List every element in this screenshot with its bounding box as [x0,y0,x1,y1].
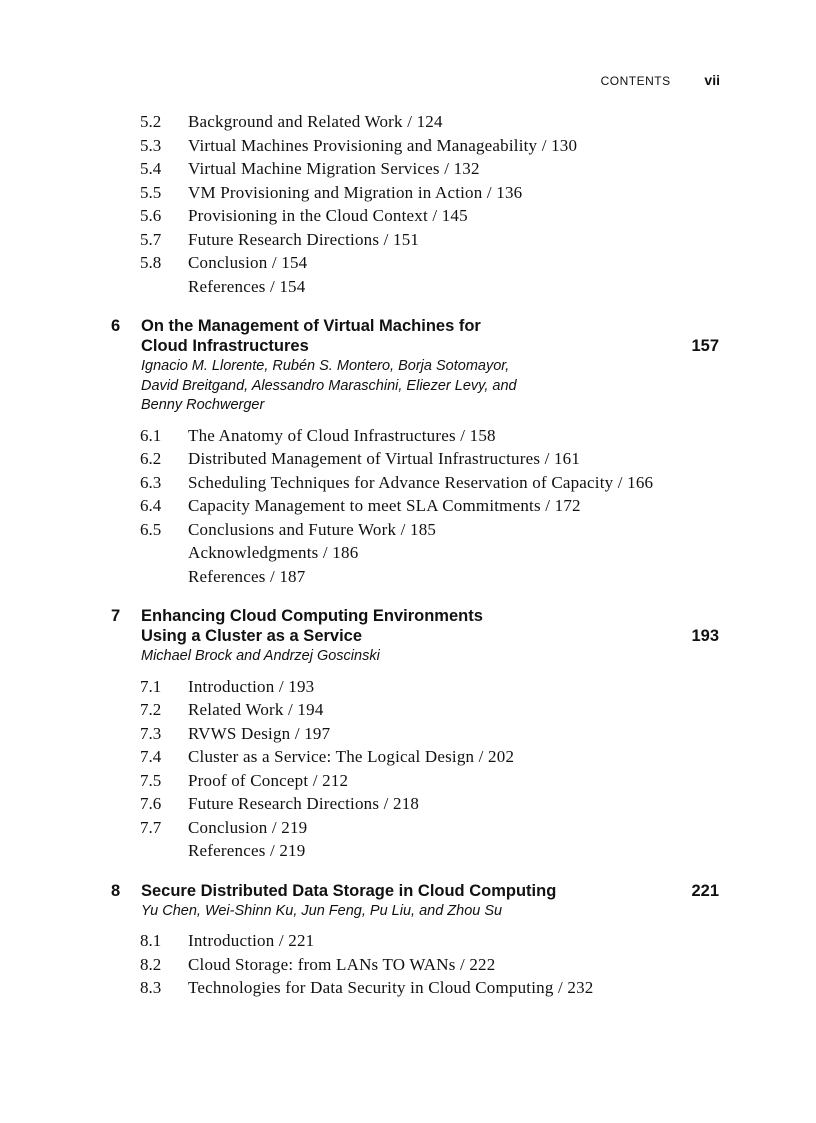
section-title: Provisioning in the Cloud Context / 145 [188,206,468,225]
toc-section-entry[interactable] [0,816,816,840]
section-number: 7.5 [140,770,162,790]
section-title: Virtual Machine Migration Services / 132 [188,159,480,178]
chapter-number: 7 [111,607,121,625]
section-number: 8.1 [140,931,162,950]
running-header [0,72,720,88]
chapter-authors [141,902,816,922]
toc-section-entry[interactable] [0,251,816,275]
toc-section-entry[interactable] [0,541,816,565]
section-title: References / 219 [188,841,306,860]
section-title: RVWS Design / 197 [188,723,331,743]
section-title: The Anatomy of Cloud Infrastructures / 158 [188,425,496,445]
chapter-title-line: Cloud Infrastructures [141,337,309,355]
section-number: 5.2 [140,112,162,131]
toc-section-entry[interactable] [0,110,816,134]
toc-section-entry[interactable] [0,228,816,252]
chapter-title-line: Enhancing Cloud Computing Environments [141,607,483,625]
author-line: David Breitgand, Alessandro Maraschini, Eliezer Levy, and [141,377,517,394]
toc-section-entry[interactable] [0,181,816,205]
section-title: Related Work / 194 [188,700,324,719]
section-number: 6.3 [140,472,162,492]
chapter-title-line: Using a Cluster as a Service [141,627,363,645]
section-number: 6.1 [140,425,162,445]
chapter-number: 8 [111,881,121,900]
section-title: VM Provisioning and Migration in Action / 136 [188,182,523,202]
toc-section-entry[interactable] [0,929,816,953]
author-line: Ignacio M. Llorente, Rubén S. Montero, Borja Sotomayor, [141,358,510,374]
chapter-authors [141,647,816,667]
author-line: Michael Brock and Andrzej Goscinski [141,648,380,664]
toc-section-entry[interactable] [0,792,816,816]
section-title: Introduction / 193 [188,676,315,696]
chapter-page-number: 193 [691,627,719,645]
toc-section-entry[interactable] [0,698,816,722]
chapter-5-sections [0,110,816,298]
author-line: Benny Rochwerger [141,397,265,413]
section-title: Conclusion / 219 [188,817,308,837]
section-number: 7.2 [140,700,162,719]
section-title: References / 187 [188,566,306,586]
section-number: 6.4 [140,496,162,515]
toc-section-entry[interactable] [0,976,816,1000]
section-title: Conclusion / 154 [188,253,308,272]
chapter-page-number: 157 [691,337,719,355]
section-title: Conclusions and Future Work / 185 [188,519,437,539]
section-title: Technologies for Data Security in Cloud Computing / 232 [188,978,594,997]
chapter-6 [0,316,816,588]
section-title: Virtual Machines Provisioning and Manageability / 130 [188,135,578,155]
chapter-title[interactable] [141,881,601,901]
toc-section-entry[interactable] [0,494,816,518]
toc-section-entry[interactable] [0,839,816,863]
section-title: Future Research Directions / 151 [188,229,420,249]
toc-section-entry[interactable] [0,722,816,746]
section-number: 8.2 [140,954,162,974]
section-title: Future Research Directions / 218 [188,794,420,813]
page-number: vii [704,72,720,88]
section-title: Proof of Concept / 212 [188,770,349,790]
toc-section-entry[interactable] [0,134,816,158]
chapter-authors [141,357,816,416]
toc-section-entry[interactable] [0,953,816,977]
author-line: Yu Chen, Wei-Shinn Ku, Jun Feng, Pu Liu, and Zhou Su [141,902,503,919]
chapter-7 [0,606,816,863]
section-number: 7.1 [140,676,162,696]
section-number: 6.5 [140,519,162,539]
section-title: Cloud Storage: from LANs TO WANs / 222 [188,954,496,974]
chapter-title-line: On the Management of Virtual Machines for [141,317,481,335]
section-title: Acknowledgments / 186 [188,543,359,562]
chapter-sections [0,424,816,589]
section-number: 5.7 [140,229,162,249]
toc-section-entry[interactable] [0,745,816,769]
toc-section-entry[interactable] [0,157,816,181]
chapter-sections [0,929,816,1000]
chapter-sections [0,675,816,863]
section-number: 7.7 [140,817,162,837]
section-number: 5.4 [140,159,162,178]
chapter-title[interactable] [141,316,601,356]
section-title: Scheduling Techniques for Advance Reservation of Capacity / 166 [188,472,654,492]
section-title: Cluster as a Service: The Logical Design / 202 [188,747,515,766]
running-header-label: CONTENTS [600,74,671,88]
section-number: 7.6 [140,794,162,813]
section-title: Background and Related Work / 124 [188,112,443,131]
section-number: 8.3 [140,978,162,997]
section-number: 5.6 [140,206,162,225]
chapter-8 [0,881,816,1000]
section-title: Introduction / 221 [188,931,315,950]
toc-section-entry[interactable] [0,447,816,471]
section-number: 6.2 [140,449,162,468]
section-number: 7.3 [140,723,162,743]
toc-section-entry[interactable] [0,675,816,699]
section-title: Distributed Management of Virtual Infrastructures / 161 [188,449,581,468]
section-number: 7.4 [140,747,162,766]
section-title: References / 154 [188,276,306,296]
table-of-contents [0,110,816,1000]
chapter-title-line: Secure Distributed Data Storage in Cloud Computing [141,881,557,900]
section-number: 5.5 [140,182,162,202]
chapter-number: 6 [111,317,121,335]
section-title: Capacity Management to meet SLA Commitments / 172 [188,496,581,515]
toc-section-entry[interactable] [0,424,816,448]
toc-section-entry[interactable] [0,518,816,542]
section-number: 5.8 [140,253,162,272]
toc-section-entry[interactable] [0,565,816,589]
toc-section-entry[interactable] [0,769,816,793]
toc-section-entry[interactable] [0,275,816,299]
section-number: 5.3 [140,135,162,155]
chapter-page-number: 221 [691,881,719,900]
toc-section-entry[interactable] [0,204,816,228]
toc-section-entry[interactable] [0,471,816,495]
chapter-title[interactable] [141,606,601,646]
